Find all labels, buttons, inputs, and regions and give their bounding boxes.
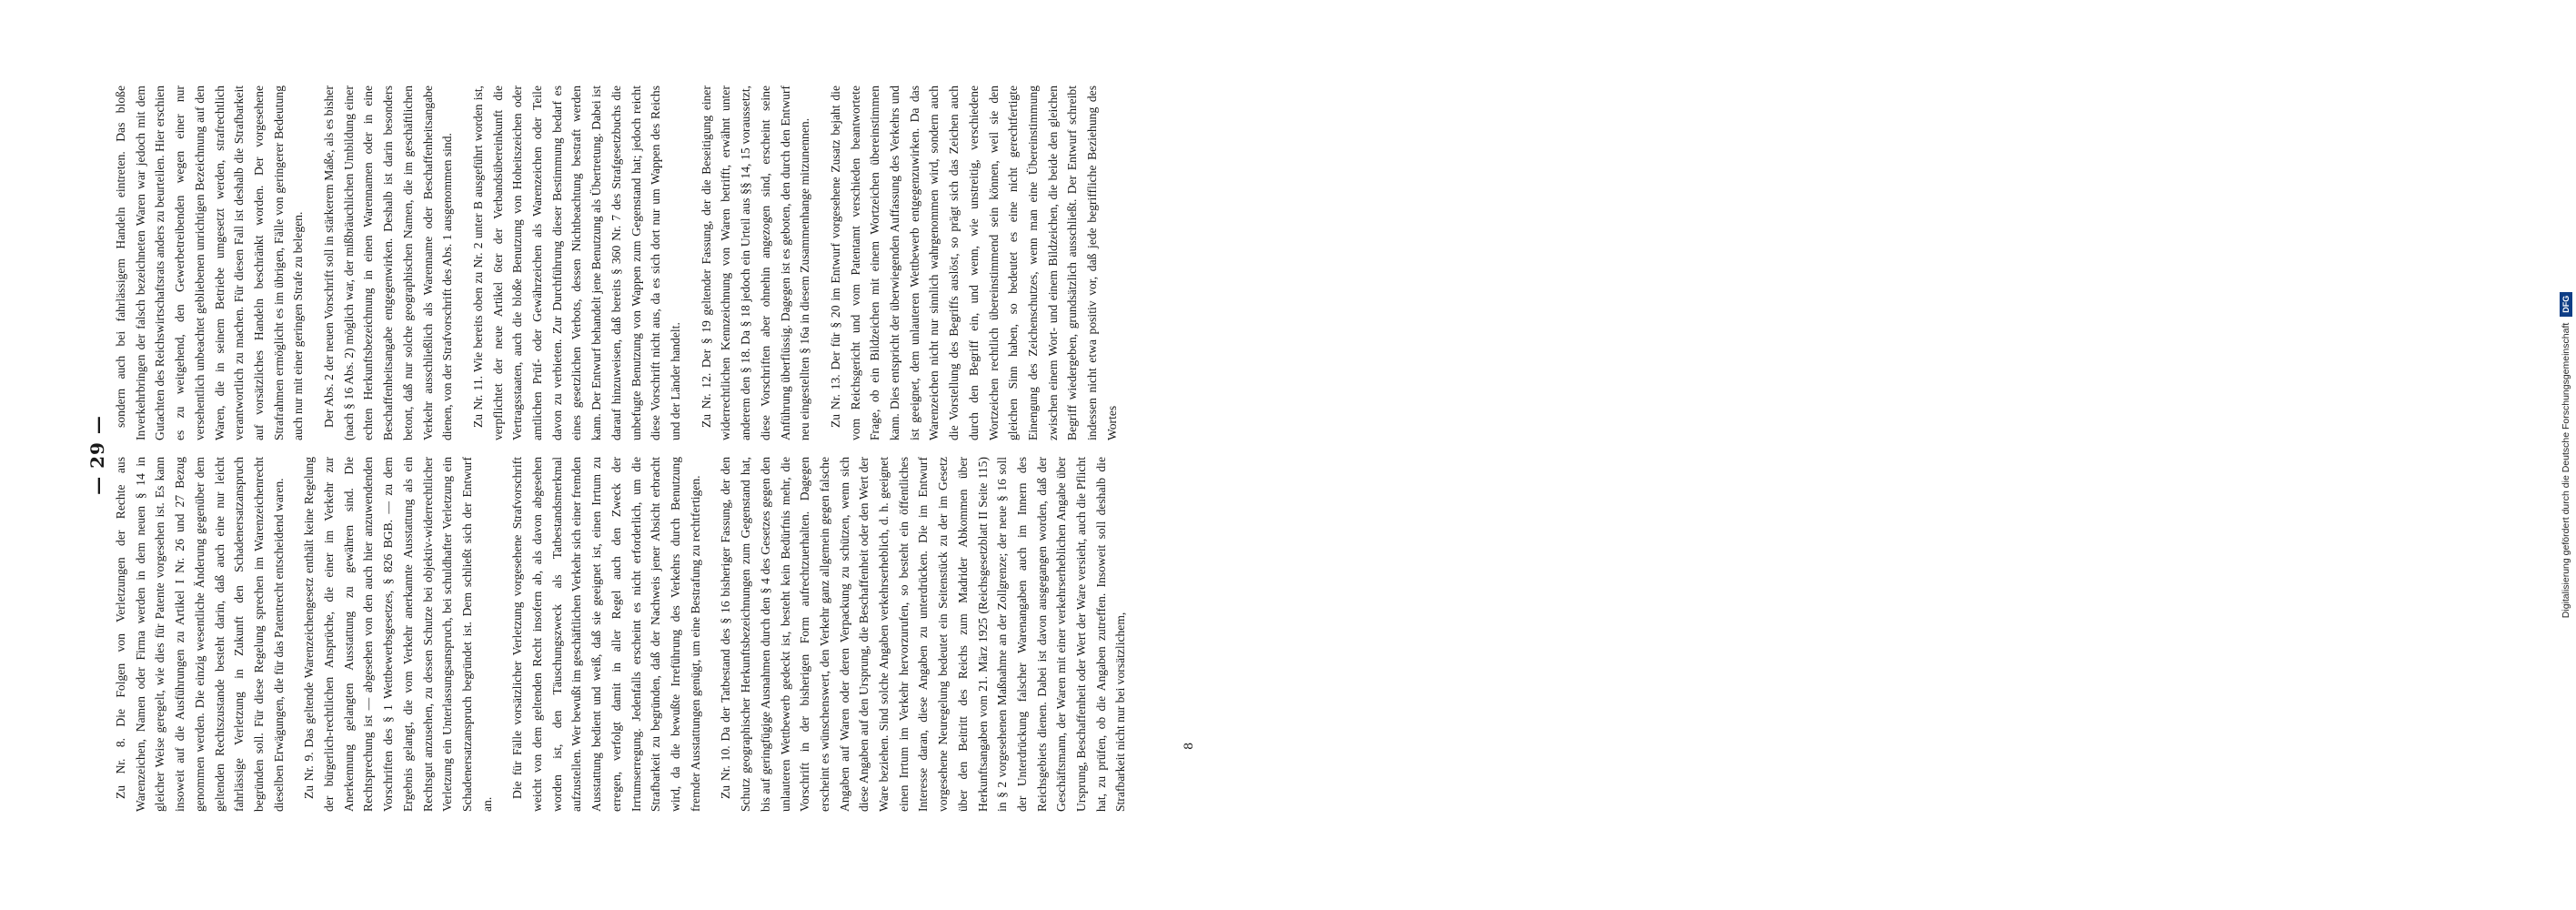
paragraph-nr9: Zu Nr. 9. Das geltende Warenzeichengesetz enthält keine Regelung der bürgerlich-rechtlichen Ansprüche, die einer im Verkehr zur Anerkennung gelangten Ausstattung zu gewähren sind. Die Rechtsprechung ist — abgesehen von den auch hier anzuwendenden Vorschriften des § 1 Wettbewerbsgesetzes, § 826 BGB. — zu dem Ergebnis gelangt, die vom Verkehr anerkannte Ausstattung als ein Rechtsgut anzusehen, zu dessen Schutze bei objektiv-widerrechtlicher Verletzung ein Unterlassungsanspruch, bei schuldhafter Verletzung ein Schadenersatzanspruch begründet ist. Dem schließt sich der Entwurf an.	[302, 457, 494, 812]
paragraph-nr13: Zu Nr. 13. Der für § 20 im Entwurf vorgesehene Zusatz bejaht die vom Reichsgericht und vom Patentamt verschieden beantwortete Frage, ob ein Bildzeichen mit einem Wortzeichen übereinstimmen kann. Dies entspricht der überwiegenden Auffassung des Verkehrs und ist geeignet, dem unlauteren Wettbewerb entgegenzuwirken. Da das Warenzeichen nicht nur sinnlich wahrgenommen wird, sondern auch die Vorstellung des Begriffs auslöst, so prägt sich das Zeichen auch durch den Begriff ein, und wenn, wie unstreitig, verschiedene Wortzeichen rechtlich übereinstimmend sein können, weil sie den gleichen Sinn haben, so bedeutet es eine nicht gerechtfertigte Einengung des Zeichenschutzes, wenn man eine Übereinstimmung zwischen einem Wort- und einem Bildzeichen, die beide den gleichen Begriff wiedergeben, grundsätzlich ausschließt. Der Entwurf schreibt indessen nicht etwa positiv vor, daß jede begriffliche Beziehung des Wortes	[828, 86, 1119, 440]
credit-strip	[1268, 0, 2571, 910]
paragraph-nr11: Zu Nr. 11. Wie bereits oben zu Nr. 2 unter B ausgeführt worden ist, verpflichtet der neue Artikel 6ter der Verbandsübereinkunft die Vertragsstaaten, auch die bloße Benutzung von Hoheitszeichen oder amtlichen Prüf- oder Gewährzeichen als Warenzeichen oder Teile davon zu verbieten. Zur Durchführung dieser Bestimmung bedarf es eines gesetzlichen Verbots, dessen Nichtbeachtung bestraft werden kann. Der Entwurf behandelt jene Benutzung als Übertretung. Dabei ist darauf hinzuweisen, daß bereits § 360 Nr. 7 des Strafgesetzbuchs die unbefugte Benutzung von Wappen zum Gegenstand hat; jedoch reicht diese Vorschrift nicht aus, da es sich dort nur um Wappen des Reichs und der Länder handelt.	[470, 86, 682, 440]
paragraph-nr10: Zu Nr. 10. Da der Tatbestand des § 16 bisheriger Fassung, der den Schutz geographischer Herkunftsbezeichnungen zum Gegenstand hat, bis auf geringfügige Ausnahmen durch den § 4 des Gesetzes gegen den unlauteren Wettbewerb gedeckt ist, besteht kein Bedürfnis mehr, die Vorschrift in der bisherigen Form aufrechtzuerhalten. Dagegen erscheint es wünschenswert, den Verkehr ganz allgemein gegen falsche Angaben auf Waren oder deren Verpackung zu schützen, wenn sich diese Angaben auf den Ursprung, die Beschaffenheit oder den Wert der Ware beziehen. Sind solche Angaben verkehrserheblich, d. h. geeignet einen Irrtum im Verkehr hervorzurufen, so besteht ein öffentliches Interesse daran, diese Angaben zu unterdrücken. Die im Entwurf vorgesehene Neuregelung bedeutet ein Seitenstück zu der im Gesetz über den Beitritt des Reichs zum Madrider Abkommen über Herkunftsangaben vom 21. März 1925 (Reichsgesetzblatt II Seite 115) in § 2 vorgesehenen Maßnahme an der Zollgrenze; der neue § 16 soll der Unterdrückung falscher Warenangaben auch im Innern des Reichsgebiets dienen. Dabei ist davon ausgegangen worden, daß der Geschäftsmann, der Waren mit einer verkehrserheblichen Angabe über Ursprung, Beschaffenheit oder Wert der Ware versieht, auch die Pflicht hat, zu prüfen, ob die Angaben zutreffen. Insoweit soll deshalb die Strafbarkeit nicht nur bei vorsätzlichem,	[719, 457, 1128, 812]
paragraph-strafvorschrift: Die für Fälle vorsätzlicher Verletzung vorgesehene Strafvorschrift weicht von dem geltenden Recht insofern ab, als davon abgesehen worden ist, den Täuschungszweck als Tatbestandsmerkmal aufzustellen. Wer bewußt im geschäftlichen Verkehr sich einer fremden Ausstattung bedient und weiß, daß sie geeignet ist, einen Irrtum zu erregen, verfolgt damit in aller Regel auch den Zweck der Irrtumserregung. Jedenfalls erscheint es nicht erforderlich, um die Strafbarkeit zu begründen, daß der Nachweis jener Absicht erbracht wird, da die bewußte Irreführung des Verkehrs durch Benutzung fremder Ausstattungen genügt, um eine Bestrafung zu rechtfertigen.	[510, 457, 702, 812]
credit-text: Digitalisierung gefördert durch die Deutsche Forschungsgemeinschaft	[2561, 322, 2571, 619]
paragraph-nr12: Zu Nr. 12. Der § 19 geltender Fassung, der die Beseitigung einer widerrechtlichen Kennzeichnung von Waren betrifft, erwähnt unter anderem den § 18. Da § 18 jedoch ein Urteil aus §§ 14, 15 voraussetzt, diese Vorschriften aber ohnehin angezogen sind, erscheint seine Anführung überflüssig. Dagegen ist es geboten, den durch den Entwurf neu eingestellten § 16a in diesem Zusammenhange mitzunennen.	[699, 86, 812, 440]
page-number: — 29 —	[86, 415, 108, 495]
left-column	[111, 457, 1142, 812]
right-column	[111, 86, 1132, 440]
credit-line	[2556, 0, 2576, 910]
dfg-logo: DFG	[2560, 292, 2572, 317]
paragraph-abs2: Der Abs. 2 der neuen Vorschrift soll in stärkerem Maße, als es bisher (nach § 16 Abs. 2) möglich war, der mißbräuchlichen Umbildung einer echten Herkunftsbezeichnung in einen Warennamen oder in eine Beschaffenheitsangabe entgegenwirken. Deshalb ist darin besonders betont, daß nur solche geographischen Namen, die im geschäftlichen Verkehr ausschließlich als Warenname oder Beschaffenheitsangabe dienen, von der Strafvorschrift des Abs. 1 ausgenommen sind.	[322, 86, 455, 440]
footer-number: 8	[1182, 742, 1196, 750]
paragraph-fahrlaessig: sondern auch bei fahrlässigem Handeln eintreten. Das bloße Inverkehrbringen der falsch bezeichneten Waren war jedoch mit dem Gutachten des Reichswirtschaftsrats anders zu beurteilen. Hier erschien es zu weitgehend, den Gewerbetreibenden wegen einer nur versehentlich unbeachtet gebliebenen unrichtigen Bezeichnung auf den Waren, die in seinem Betriebe umgesetzt werden, strafrechtlich verantwortlich zu machen. Für diesen Fall ist deshalb die Strafbarkeit auf vorsätzliches Handeln beschränkt worden. Der vorgesehene Strafrahmen ermöglicht es im übrigen, Fälle von geringerer Bedeutung auch nur mit einer geringen Strafe zu belegen.	[114, 86, 306, 440]
paragraph-nr8: Zu Nr. 8. Die Folgen von Verletzungen der Rechte aus Warenzeichen, Namen oder Firma werden in dem neuen § 14 in gleicher Weise geregelt, wie dies für Patente vorgesehen ist. Es kann insoweit auf die Ausführungen zu Artikel I Nr. 26 und 27 Bezug genommen werden. Die einzig wesentliche Änderung gegenüber dem geltenden Rechtszustande besteht darin, daß auch eine nur leicht fahrlässige Verletzung in Zukunft den Schadenersatzanspruch begründen soll. Für diese Regelung sprechen im Warenzeichenrecht dieselben Erwägungen, die für das Patentrecht entscheidend waren.	[114, 457, 286, 812]
